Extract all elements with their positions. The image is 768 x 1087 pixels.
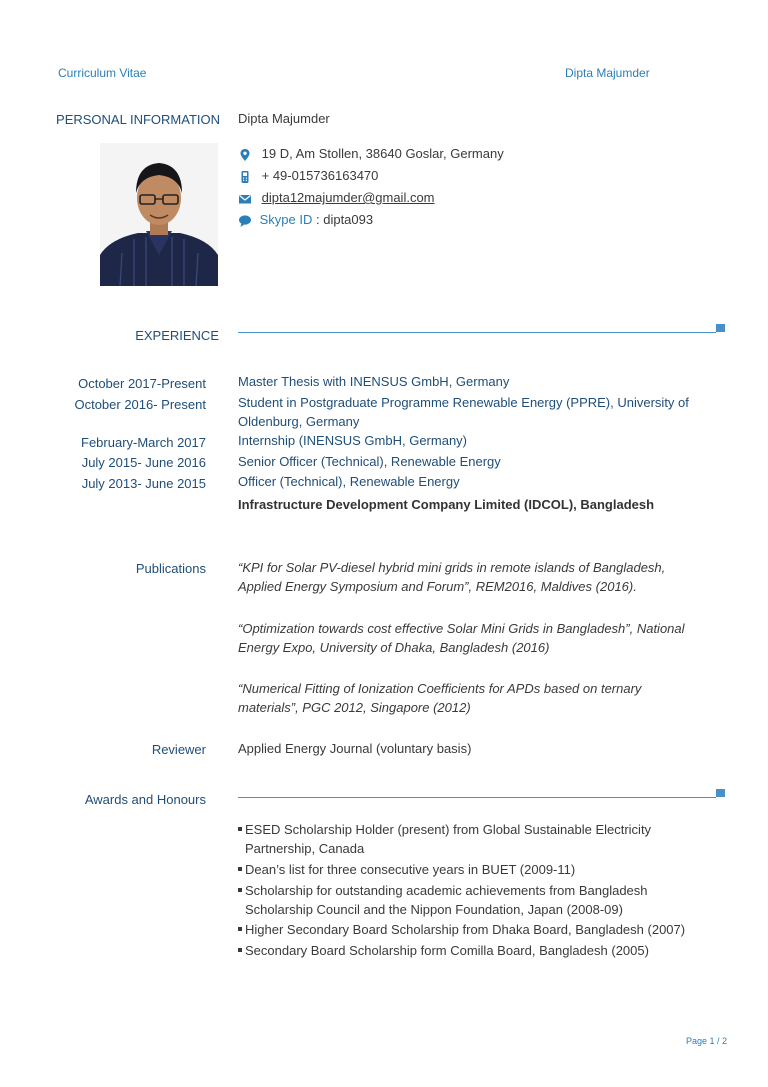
award-item xyxy=(238,920,685,939)
award-item xyxy=(238,881,648,919)
award-text: Dean’s list for three consecutive years in BUET (2009-11) xyxy=(245,862,576,877)
email-row xyxy=(238,188,435,207)
experience-date: October 2017-Present xyxy=(78,376,206,391)
publication-item xyxy=(238,619,685,657)
award-text: ESED Scholarship Holder (present) from Global Sustainable Electricity xyxy=(245,822,652,837)
experience-date: July 2013- June 2015 xyxy=(81,476,206,491)
page-number: Page 1 / 2 xyxy=(686,1036,728,1046)
profile-photo xyxy=(100,143,218,286)
skype-value: : dipta093 xyxy=(316,212,374,227)
experience-title: Student in Postgraduate Programme Renewable Energy (PPRE), University of xyxy=(238,395,689,410)
experience-title: Senior Officer (Technical), Renewable Energy xyxy=(238,454,501,469)
header-left: Curriculum Vitae xyxy=(58,66,147,80)
envelope-icon xyxy=(238,192,252,206)
experience-date: July 2015- June 2016 xyxy=(81,455,206,470)
award-item xyxy=(238,860,575,879)
award-text-cont: Scholarship Council and the Nippon Foundation, Japan (2008-09) xyxy=(245,902,623,917)
publication-line: “Numerical Fitting of Ionization Coefficients for APDs based on ternary xyxy=(238,681,642,696)
publication-item xyxy=(238,679,641,717)
experience-title: Master Thesis with INENSUS GmbH, Germany xyxy=(238,374,510,389)
skype-row xyxy=(238,210,373,229)
experience-label: EXPERIENCE xyxy=(135,328,219,343)
awards-label: Awards and Honours xyxy=(84,792,206,807)
awards-rule xyxy=(238,797,716,798)
location-pin-icon xyxy=(238,148,252,162)
publication-line: “Optimization towards cost effective Solar Mini Grids in Bangladesh”, National xyxy=(238,621,685,636)
publication-line: Energy Expo, University of Dhaka, Bangladesh (2016) xyxy=(238,640,550,655)
experience-title: Officer (Technical), Renewable Energy xyxy=(238,474,460,489)
award-text: Secondary Board Scholarship form Comilla Board, Bangladesh (2005) xyxy=(245,943,649,958)
skype-label: Skype ID xyxy=(259,212,313,227)
experience-rule xyxy=(238,332,716,333)
experience-rule-end xyxy=(716,324,725,332)
full-name: Dipta Majumder xyxy=(238,111,330,126)
experience-date: October 2016- Present xyxy=(74,397,206,412)
publication-line: materials”, PGC 2012, Singapore (2012) xyxy=(238,700,471,715)
phone-icon xyxy=(238,170,252,184)
employer-name: Infrastructure Development Company Limited (IDCOL), Bangladesh xyxy=(238,497,655,512)
phone-text: + 49-015736163470 xyxy=(261,168,379,183)
phone-row xyxy=(238,166,378,185)
awards-rule-end xyxy=(716,789,725,797)
reviewer-text: Applied Energy Journal (voluntary basis) xyxy=(238,741,472,756)
personal-information-label: PERSONAL INFORMATION xyxy=(56,112,220,127)
header-right: Dipta Majumder xyxy=(565,66,650,80)
publication-item xyxy=(238,558,665,596)
publications-label: Publications xyxy=(135,561,206,576)
award-text: Higher Secondary Board Scholarship from Dhaka Board, Bangladesh (2007) xyxy=(245,922,686,937)
experience-title: Internship (INENSUS GmbH, Germany) xyxy=(238,433,468,448)
reviewer-label: Reviewer xyxy=(151,742,206,757)
address-text: 19 D, Am Stollen, 38640 Goslar, Germany xyxy=(261,146,504,161)
address-row xyxy=(238,144,504,163)
speech-bubble-icon xyxy=(238,214,252,228)
email-link[interactable]: dipta12majumder@gmail.com xyxy=(261,190,435,205)
experience-title-cont: Oldenburg, Germany xyxy=(238,414,360,429)
experience-date: February-March 2017 xyxy=(81,435,206,450)
award-text: Scholarship for outstanding academic achievements from Bangladesh xyxy=(245,883,648,898)
award-item xyxy=(238,820,651,858)
award-item xyxy=(238,941,649,960)
publication-line: “KPI for Solar PV-diesel hybrid mini grids in remote islands of Bangladesh, xyxy=(238,560,666,575)
publication-line: Applied Energy Symposium and Forum”, REM2016, Maldives (2016). xyxy=(238,579,637,594)
award-text-cont: Partnership, Canada xyxy=(245,841,365,856)
